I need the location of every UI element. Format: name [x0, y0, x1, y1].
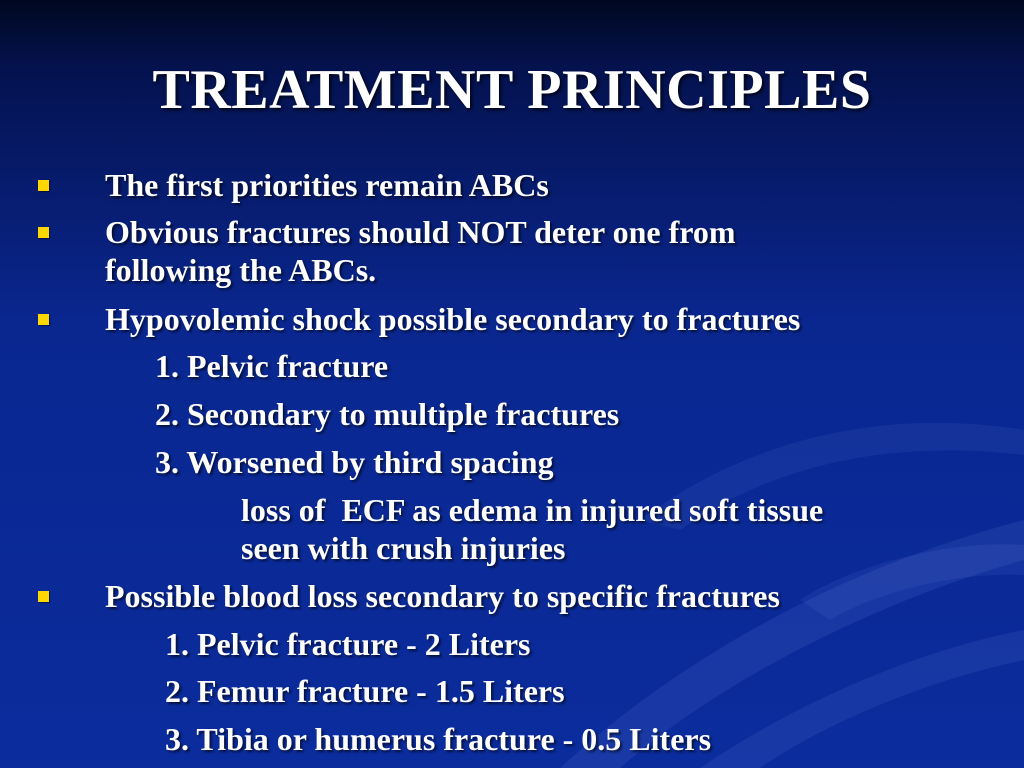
bullet-item-3-sub-3-detail-1: loss of ECF as edema in injured soft tissue	[241, 492, 824, 528]
bullet-item-4-sub-3: 3. Tibia or humerus fracture - 0.5 Liters	[165, 721, 712, 757]
bullet-marker	[38, 227, 49, 238]
bullet-item-4-sub-2: 2. Femur fracture - 1.5 Liters	[165, 673, 565, 709]
bullet-item-4-sub-1: 1. Pelvic fracture - 2 Liters	[165, 626, 531, 662]
bullet-item-2-line-1: Obvious fractures should NOT deter one from	[105, 214, 736, 250]
bullet-item-3-sub-3-detail-2: seen with crush injuries	[241, 530, 566, 566]
bullet-marker	[38, 180, 49, 191]
bullet-item-3: Hypovolemic shock possible secondary to fractures	[105, 301, 801, 337]
bullet-item-3-sub-2: 2. Secondary to multiple fractures	[155, 396, 620, 432]
bullet-marker	[38, 591, 49, 602]
bullet-item-3-sub-1: 1. Pelvic fracture	[155, 348, 389, 384]
bullet-item-1: The first priorities remain ABCs	[105, 167, 549, 203]
slide-title: TREATMENT PRINCIPLES	[152, 59, 872, 121]
bullet-item-3-sub-3: 3. Worsened by third spacing	[155, 444, 554, 480]
bullet-marker	[38, 314, 49, 325]
bullet-item-4: Possible blood loss secondary to specific fractures	[105, 578, 780, 614]
bullet-item-2-line-2: following the ABCs.	[105, 252, 377, 288]
